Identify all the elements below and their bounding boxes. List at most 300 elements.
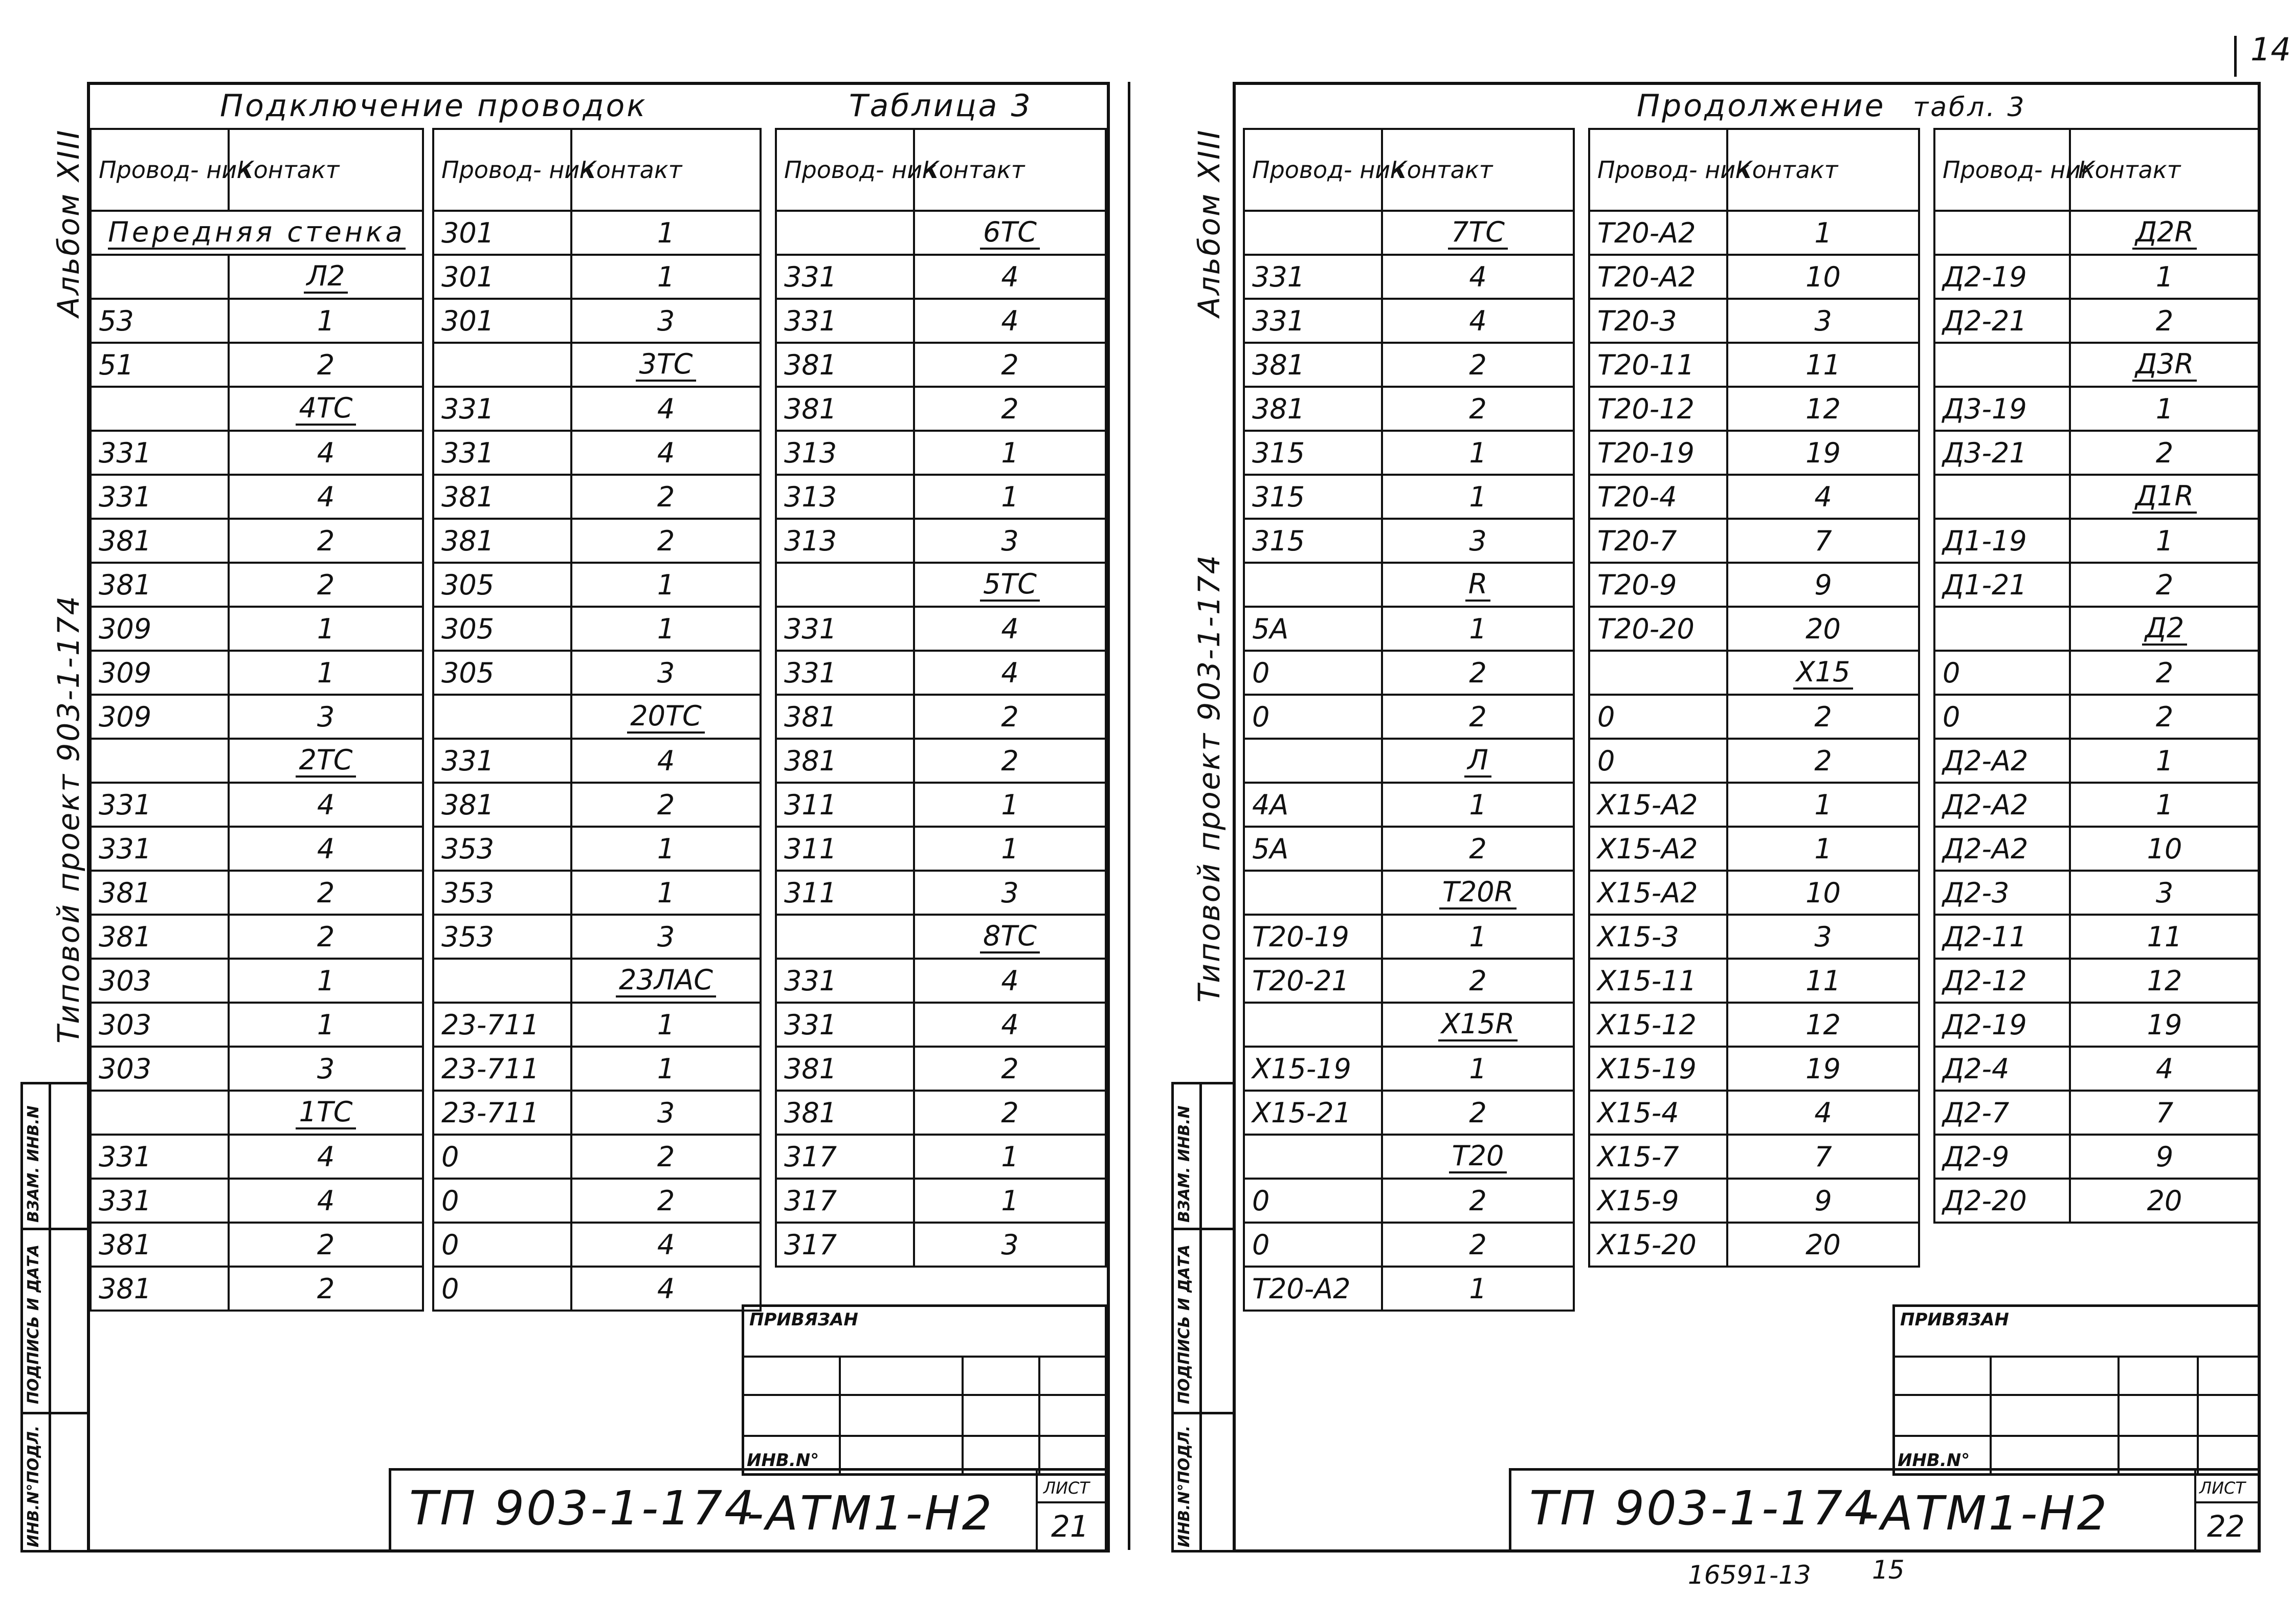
wire-cell: Х15-3 xyxy=(1589,915,1727,959)
table-row xyxy=(1934,783,2259,827)
contact-cell: 9 xyxy=(2070,1135,2259,1179)
table-row xyxy=(433,431,761,475)
contact-cell: 20 xyxy=(1727,1223,1919,1267)
wire-cell xyxy=(776,563,914,607)
unit-label: Д2 xyxy=(2142,613,2188,646)
table-row xyxy=(776,343,1106,387)
stamp-line xyxy=(1990,1356,1992,1476)
contact-cell: 2 xyxy=(229,1223,423,1267)
wire-cell: 331 xyxy=(776,1003,914,1047)
right-table-3 xyxy=(1933,128,2260,1224)
contact-cell: 11 xyxy=(2070,915,2259,959)
table-row xyxy=(1934,871,2259,915)
contact-cell: 20 xyxy=(2070,1179,2259,1223)
table-header-wire: Провод- ник xyxy=(1589,129,1727,211)
wire-cell: Х15-20 xyxy=(1589,1223,1727,1267)
wire-cell: 303 xyxy=(91,1047,229,1091)
stamp-line xyxy=(839,1356,841,1476)
wire-cell xyxy=(776,915,914,959)
stamp-line xyxy=(742,1435,1107,1437)
contact-cell: 3 xyxy=(229,695,423,739)
wire-cell: 331 xyxy=(433,739,571,783)
side-label-inv: ИНВ.N°ПОДЛ. xyxy=(1175,1425,1193,1547)
contact-cell: 2 xyxy=(571,783,761,827)
contact-cell: 4 xyxy=(914,651,1106,695)
table-row xyxy=(1244,563,1574,607)
contact-cell: 7 xyxy=(2070,1091,2259,1135)
wire-cell: 5А xyxy=(1244,607,1382,651)
contact-cell: 2 xyxy=(229,519,423,563)
wire-cell: Т20-7 xyxy=(1589,519,1727,563)
wire-cell: Х15-11 xyxy=(1589,959,1727,1003)
contact-cell: 12 xyxy=(2070,959,2259,1003)
stamp-line xyxy=(2117,1356,2120,1476)
table-row xyxy=(1589,871,1919,915)
stamp-inv-no: ИНВ.N° xyxy=(747,1450,819,1471)
table-row xyxy=(776,211,1106,255)
wire-cell: Т20-А2 xyxy=(1589,255,1727,299)
wire-cell: 381 xyxy=(91,1223,229,1267)
contact-cell: 9 xyxy=(1727,563,1919,607)
wire-cell: 313 xyxy=(776,475,914,519)
contact-cell: 2 xyxy=(229,915,423,959)
contact-cell: 1 xyxy=(571,607,761,651)
wire-cell: Т20-21 xyxy=(1244,959,1382,1003)
table-row xyxy=(776,475,1106,519)
wire-cell: 0 xyxy=(1589,739,1727,783)
table-row xyxy=(433,959,761,1003)
unit-label-cell xyxy=(914,211,1106,255)
wire-cell: Д2-9 xyxy=(1934,1135,2070,1179)
contact-cell: 4 xyxy=(229,475,423,519)
table-row xyxy=(1589,959,1919,1003)
unit-label: 3ТС xyxy=(636,349,696,382)
wire-cell: 0 xyxy=(433,1135,571,1179)
table-row xyxy=(1934,1003,2259,1047)
wire-cell xyxy=(91,739,229,783)
wire-cell: Д2-7 xyxy=(1934,1091,2070,1135)
wire-cell: 301 xyxy=(433,211,571,255)
wire-cell xyxy=(1244,563,1382,607)
table-row xyxy=(1589,1047,1919,1091)
wire-cell xyxy=(1244,871,1382,915)
table-row xyxy=(1934,1047,2259,1091)
stamp-line xyxy=(742,1356,1107,1358)
unit-label: 7ТС xyxy=(1448,217,1508,250)
table-row xyxy=(433,783,761,827)
stamp-line xyxy=(1892,1435,2261,1437)
wire-cell: 303 xyxy=(91,959,229,1003)
right-drawing-code: ТП 903-1-174 xyxy=(1529,1481,1877,1536)
wire-cell: Д2-А2 xyxy=(1934,739,2070,783)
stamp-line xyxy=(962,1356,964,1476)
table-row xyxy=(1589,211,1919,255)
table-row xyxy=(1589,1223,1919,1267)
wire-cell xyxy=(91,387,229,431)
stamp-privyazan: ПРИВЯЗАН xyxy=(749,1310,858,1330)
table-row xyxy=(91,651,423,695)
table-row xyxy=(1244,959,1574,1003)
contact-cell: 1 xyxy=(914,1135,1106,1179)
table-row xyxy=(1934,651,2259,695)
contact-cell: 1 xyxy=(1382,607,1574,651)
wire-cell: 5А xyxy=(1244,827,1382,871)
wire-cell: 331 xyxy=(91,475,229,519)
right-title-table: табл. 3 xyxy=(1913,92,2026,123)
contact-cell: 12 xyxy=(1727,1003,1919,1047)
wire-cell xyxy=(1934,475,2070,519)
contact-cell: 2 xyxy=(914,387,1106,431)
side-label-inv: ИНВ.N°ПОДЛ. xyxy=(25,1425,42,1547)
wire-cell: Д2-21 xyxy=(1934,299,2070,343)
table-row xyxy=(1244,827,1574,871)
contact-cell: 11 xyxy=(1727,959,1919,1003)
wire-cell: 381 xyxy=(776,695,914,739)
wire-cell: Д3-21 xyxy=(1934,431,2070,475)
table-row xyxy=(776,519,1106,563)
wire-cell: 353 xyxy=(433,871,571,915)
contact-cell: 4 xyxy=(1727,1091,1919,1135)
wire-cell: 331 xyxy=(776,651,914,695)
table-header-wire: Провод- ник xyxy=(433,129,571,211)
stamp-privyazan: ПРИВЯЗАН xyxy=(1900,1310,2009,1330)
table-row xyxy=(1934,695,2259,739)
wire-cell: 303 xyxy=(91,1003,229,1047)
stamp-line xyxy=(2194,1468,2196,1553)
table-row xyxy=(776,299,1106,343)
side-label-signature: ПОДПИСЬ И ДАТА xyxy=(1175,1244,1193,1404)
stamp-line xyxy=(742,1394,1107,1396)
side-stamp-divider xyxy=(1171,1412,1235,1414)
table-header-wire: Провод- ник xyxy=(776,129,914,211)
wire-cell: Д2-12 xyxy=(1934,959,2070,1003)
contact-cell: 4 xyxy=(571,387,761,431)
contact-cell: 4 xyxy=(914,255,1106,299)
contact-cell: 4 xyxy=(1382,299,1574,343)
table-row xyxy=(1934,563,2259,607)
contact-cell: 2 xyxy=(1382,1091,1574,1135)
table-row xyxy=(433,519,761,563)
wire-cell: 23-711 xyxy=(433,1047,571,1091)
table-row xyxy=(91,1047,423,1091)
wire-cell: Т20-4 xyxy=(1589,475,1727,519)
contact-cell: 1 xyxy=(1382,1047,1574,1091)
contact-cell: 4 xyxy=(914,299,1106,343)
contact-cell: 2 xyxy=(914,343,1106,387)
wire-cell: 381 xyxy=(91,871,229,915)
contact-cell: 1 xyxy=(571,871,761,915)
wire-cell: Д2-А2 xyxy=(1934,827,2070,871)
wire-cell: 331 xyxy=(776,299,914,343)
table-row xyxy=(1244,695,1574,739)
wire-cell: 23-711 xyxy=(433,1003,571,1047)
contact-cell: 2 xyxy=(914,695,1106,739)
unit-label-cell xyxy=(2070,475,2259,519)
contact-cell: 3 xyxy=(229,1047,423,1091)
table-row xyxy=(1244,1047,1574,1091)
table-row xyxy=(1589,1091,1919,1135)
unit-label-cell xyxy=(1382,211,1574,255)
table-row xyxy=(91,211,423,255)
contact-cell: 2 xyxy=(1382,1179,1574,1223)
table-row xyxy=(433,651,761,695)
wire-cell: Т20-12 xyxy=(1589,387,1727,431)
contact-cell: 4 xyxy=(229,431,423,475)
wire-cell: 317 xyxy=(776,1179,914,1223)
table-header-wire: Провод- ник xyxy=(91,129,229,211)
wire-cell: Х15-А2 xyxy=(1589,827,1727,871)
table-row xyxy=(1589,1179,1919,1223)
wire-cell: 381 xyxy=(776,387,914,431)
wire-cell: 53 xyxy=(91,299,229,343)
table-row xyxy=(91,695,423,739)
table-row xyxy=(776,255,1106,299)
table-header-wire: Провод- ник xyxy=(1934,129,2070,211)
unit-label: Х15 xyxy=(1793,657,1854,690)
right-sheet-number: 22 xyxy=(2207,1509,2245,1544)
wire-cell: Х15-9 xyxy=(1589,1179,1727,1223)
table-row xyxy=(776,651,1106,695)
contact-cell: 4 xyxy=(1382,255,1574,299)
wire-cell: 331 xyxy=(776,959,914,1003)
contact-cell: 2 xyxy=(1727,695,1919,739)
side-stamp-divider xyxy=(49,1082,51,1553)
table-row xyxy=(1934,519,2259,563)
table-row xyxy=(91,871,423,915)
wire-cell: Х15-19 xyxy=(1589,1047,1727,1091)
contact-cell: 3 xyxy=(1727,299,1919,343)
wire-cell: 315 xyxy=(1244,519,1382,563)
wire-cell: 0 xyxy=(1244,1223,1382,1267)
wire-cell: 313 xyxy=(776,431,914,475)
side-label-replace: ВЗАМ. ИНВ.N xyxy=(1175,1105,1193,1223)
contact-cell: 12 xyxy=(1727,387,1919,431)
table-row xyxy=(433,1003,761,1047)
table-row xyxy=(776,387,1106,431)
wire-cell: 0 xyxy=(433,1179,571,1223)
wire-cell: Х15-19 xyxy=(1244,1047,1382,1091)
wire-cell: Д2-3 xyxy=(1934,871,2070,915)
table-row xyxy=(1589,563,1919,607)
contact-cell: 2 xyxy=(571,1135,761,1179)
contact-cell: 4 xyxy=(229,783,423,827)
table-row xyxy=(1244,783,1574,827)
table-header-contact: Контакт xyxy=(571,129,761,211)
table-row xyxy=(433,1047,761,1091)
table-row xyxy=(1934,1179,2259,1223)
contact-cell: 3 xyxy=(571,651,761,695)
unit-label-cell xyxy=(2070,211,2259,255)
table-row xyxy=(91,915,423,959)
table-row xyxy=(1244,1179,1574,1223)
table-row xyxy=(1934,387,2259,431)
right-sheet-label: ЛИСТ xyxy=(2199,1478,2245,1498)
table-row xyxy=(1934,299,2259,343)
contact-cell: 20 xyxy=(1727,607,1919,651)
unit-label: 5ТС xyxy=(980,569,1040,602)
contact-cell: 10 xyxy=(1727,871,1919,915)
unit-label: Л xyxy=(1464,745,1491,778)
left-side-album: Альбом XIII xyxy=(51,128,86,317)
contact-cell: 4 xyxy=(229,827,423,871)
contact-cell: 4 xyxy=(914,959,1106,1003)
table-row xyxy=(91,827,423,871)
wire-cell: 381 xyxy=(91,519,229,563)
wire-cell: Х15-А2 xyxy=(1589,783,1727,827)
wire-cell: 301 xyxy=(433,299,571,343)
wire-cell: 317 xyxy=(776,1223,914,1267)
wire-cell: 0 xyxy=(1934,651,2070,695)
wire-cell: 23-711 xyxy=(433,1091,571,1135)
contact-cell: 3 xyxy=(571,299,761,343)
contact-cell: 2 xyxy=(229,1267,423,1311)
wire-cell: 305 xyxy=(433,651,571,695)
wire-cell xyxy=(1589,651,1727,695)
table-row xyxy=(91,563,423,607)
table-row xyxy=(1589,255,1919,299)
contact-cell: 10 xyxy=(2070,827,2259,871)
table-row xyxy=(1244,1267,1574,1311)
contact-cell: 7 xyxy=(1727,1135,1919,1179)
table-row xyxy=(1244,519,1574,563)
table-row xyxy=(91,739,423,783)
contact-cell: 1 xyxy=(1727,783,1919,827)
table-row xyxy=(1589,651,1919,695)
wire-cell: 51 xyxy=(91,343,229,387)
unit-label: Т20R xyxy=(1439,877,1517,910)
table-row xyxy=(433,343,761,387)
unit-label-cell xyxy=(1382,1135,1574,1179)
table-row xyxy=(91,387,423,431)
unit-label: 20ТС xyxy=(627,701,704,734)
table-row xyxy=(776,871,1106,915)
table-row xyxy=(776,431,1106,475)
table-row xyxy=(91,1091,423,1135)
table-row xyxy=(1934,255,2259,299)
table-row xyxy=(91,431,423,475)
contact-cell: 3 xyxy=(914,871,1106,915)
stamp-line xyxy=(1892,1356,2261,1358)
unit-label: Т20 xyxy=(1449,1141,1507,1173)
wire-cell: 381 xyxy=(433,783,571,827)
contact-cell: 2 xyxy=(2070,431,2259,475)
unit-label-cell xyxy=(1382,739,1574,783)
contact-cell: 2 xyxy=(1382,651,1574,695)
table-row xyxy=(91,783,423,827)
unit-label-cell xyxy=(914,563,1106,607)
footer-number: 16591-13 xyxy=(1688,1560,1811,1590)
table-row xyxy=(1244,871,1574,915)
table-row xyxy=(1244,1003,1574,1047)
contact-cell: 2 xyxy=(1382,695,1574,739)
wire-cell: 315 xyxy=(1244,431,1382,475)
wire-cell xyxy=(1934,211,2070,255)
table-row xyxy=(91,959,423,1003)
table-row xyxy=(433,695,761,739)
wire-cell: 309 xyxy=(91,651,229,695)
wire-cell: Т20-11 xyxy=(1589,343,1727,387)
contact-cell: 1 xyxy=(229,299,423,343)
contact-cell: 3 xyxy=(1727,915,1919,959)
contact-cell: 1 xyxy=(2070,519,2259,563)
unit-label: 2ТС xyxy=(296,745,355,778)
contact-cell: 1 xyxy=(1727,827,1919,871)
table-row xyxy=(1244,211,1574,255)
table-row xyxy=(1589,475,1919,519)
contact-cell: 3 xyxy=(2070,871,2259,915)
wire-cell: 305 xyxy=(433,607,571,651)
contact-cell: 2 xyxy=(229,343,423,387)
contact-cell: 2 xyxy=(1382,1223,1574,1267)
wire-cell: 331 xyxy=(91,783,229,827)
contact-cell: 2 xyxy=(2070,563,2259,607)
contact-cell: 3 xyxy=(914,1223,1106,1267)
wire-cell: 317 xyxy=(776,1135,914,1179)
wire-cell xyxy=(1244,1135,1382,1179)
wire-cell: 353 xyxy=(433,827,571,871)
contact-cell: 2 xyxy=(1382,387,1574,431)
table-row xyxy=(433,1091,761,1135)
unit-label: 1ТС xyxy=(296,1097,355,1129)
contact-cell: 1 xyxy=(1382,1267,1574,1311)
table-row xyxy=(1589,607,1919,651)
contact-cell: 1 xyxy=(914,475,1106,519)
stamp-line xyxy=(1036,1501,1107,1503)
contact-cell: 2 xyxy=(2070,695,2259,739)
table-row xyxy=(1934,607,2259,651)
table-header-contact: Контакт xyxy=(1727,129,1919,211)
unit-label-cell xyxy=(1382,871,1574,915)
left-title-table: Таблица 3 xyxy=(849,88,1033,124)
wire-cell: Д2-19 xyxy=(1934,255,2070,299)
left-table-2 xyxy=(432,128,762,1312)
table-row xyxy=(1934,431,2259,475)
table-row xyxy=(776,959,1106,1003)
wire-cell: 315 xyxy=(1244,475,1382,519)
table-row xyxy=(1589,431,1919,475)
wire-cell: 381 xyxy=(433,519,571,563)
top-page-number: 14 xyxy=(2250,31,2291,68)
wire-cell: 353 xyxy=(433,915,571,959)
wire-cell: 381 xyxy=(91,915,229,959)
wire-cell xyxy=(1244,1003,1382,1047)
contact-cell: 1 xyxy=(914,783,1106,827)
table-row xyxy=(433,1135,761,1179)
unit-label: Д2R xyxy=(2132,217,2197,250)
side-stamp-divider xyxy=(1199,1082,1202,1553)
contact-cell: 1 xyxy=(571,827,761,871)
table-row xyxy=(433,299,761,343)
table-row xyxy=(776,1047,1106,1091)
table-header-contact: Контакт xyxy=(914,129,1106,211)
table-row xyxy=(1589,387,1919,431)
left-sheet-number: 21 xyxy=(1051,1509,1089,1544)
wire-cell: Д2-19 xyxy=(1934,1003,2070,1047)
contact-cell: 4 xyxy=(229,1135,423,1179)
contact-cell: 1 xyxy=(914,827,1106,871)
wire-cell xyxy=(1934,343,2070,387)
contact-cell: 3 xyxy=(571,1091,761,1135)
table-row xyxy=(433,915,761,959)
contact-cell: 1 xyxy=(1382,475,1574,519)
table-row xyxy=(776,1223,1106,1267)
contact-cell: 19 xyxy=(2070,1003,2259,1047)
wire-cell: Т20-3 xyxy=(1589,299,1727,343)
left-table-1 xyxy=(90,128,424,1312)
table-row xyxy=(433,387,761,431)
right-side-project: Типовой проект 903-1-174 xyxy=(1192,553,1227,1003)
wire-cell xyxy=(91,255,229,299)
